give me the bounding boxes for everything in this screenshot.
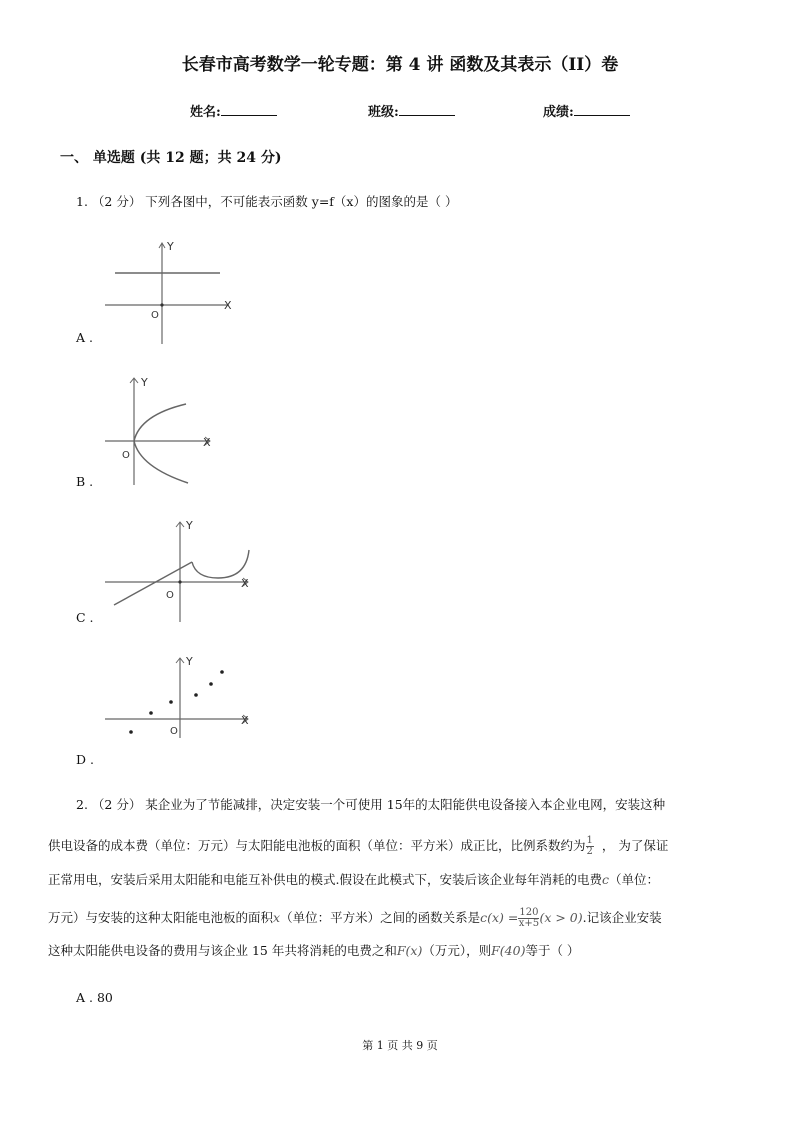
q2-text: （万元），则 — [422, 943, 492, 958]
formula-left: c(x) = — [480, 910, 519, 925]
upper-branch — [134, 404, 186, 441]
formula-cx — [480, 907, 583, 929]
option-c-label[interactable]: C . — [76, 610, 94, 625]
score-label: 成绩: — [543, 105, 574, 120]
graph-d — [100, 652, 260, 742]
fraction-numerator: 1 — [586, 835, 593, 846]
fraction-denominator: 2 — [586, 846, 593, 857]
q2-text: （单位： — [609, 872, 660, 887]
y-label: Y — [186, 519, 193, 532]
class-field[interactable] — [368, 101, 455, 120]
question-2-line-4 — [48, 908, 662, 929]
class-blank[interactable] — [399, 103, 455, 116]
scatter-point — [209, 682, 213, 686]
question-2-option-a[interactable]: A . 80 — [76, 990, 113, 1005]
scatter-point — [149, 711, 153, 715]
q2-text: ， 为了保证 — [601, 838, 669, 853]
formula-condition: (x > 0) — [539, 910, 583, 925]
x-label: X — [224, 299, 232, 312]
class-label: 班级: — [368, 105, 399, 120]
x-label: X — [241, 577, 249, 590]
scatter-point — [194, 693, 198, 697]
origin-point — [178, 580, 181, 583]
q2-text: 万元）与安装的这种太阳能电池板的面积 — [48, 910, 274, 925]
option-a-label[interactable]: A . — [76, 330, 93, 345]
fraction-one-half — [586, 836, 594, 857]
question-1-stem: 1. （2 分） 下列各图中，不可能表示函数 y=f（x）的图象的是（ ） — [76, 194, 458, 209]
x-label: X — [241, 714, 249, 727]
origin-label: O — [151, 310, 159, 321]
scatter-point — [169, 700, 173, 704]
graph-a — [100, 238, 240, 348]
q2-text: （单位：平方米）之间的函数关系是 — [280, 910, 481, 925]
x-label: X — [203, 436, 211, 449]
origin-label: O — [122, 450, 130, 461]
graph-c — [100, 512, 260, 627]
x-symbol: x — [273, 910, 281, 925]
q2-text: 这种太阳能供电设备的费用与该企业 15 年共将消耗的电费之和 — [48, 943, 397, 958]
F-of-x: F(x) — [396, 943, 423, 958]
name-label: 姓名: — [190, 105, 221, 120]
y-label: Y — [141, 376, 148, 389]
section-heading: 一、 单选题 (共 12 题；共 24 分) — [60, 150, 282, 166]
question-2-line-2 — [48, 836, 668, 857]
page-footer: 第 1 页 共 9 页 — [362, 1039, 438, 1052]
q2-text: 供电设备的成本费（单位：万元）与太阳能电池板的面积（单位：平方米）成正比，比例系数约为 — [48, 838, 586, 853]
formula-numerator: 120 — [519, 907, 539, 918]
origin-point — [160, 303, 163, 306]
score-blank[interactable] — [574, 103, 630, 116]
name-field[interactable] — [190, 101, 277, 120]
question-2-line-1: 2. （2 分） 某企业为了节能减排，决定安装一个可使用 15年的太阳能供电设备接入本企业电网，安装这种 — [76, 797, 666, 812]
q2-text: 等于（ ） — [525, 943, 580, 958]
F-of-40: F(40) — [491, 943, 526, 958]
q2-text: .记该企业安装 — [582, 910, 662, 925]
lower-branch — [134, 441, 188, 483]
option-d-label[interactable]: D . — [76, 752, 94, 767]
q2-text: 正常用电，安装后采用太阳能和电能互补供电的模式.假设在此模式下，安装后该企业每年消耗的电费 — [48, 872, 602, 887]
scatter-point — [129, 730, 133, 734]
y-label: Y — [167, 240, 174, 253]
y-label: Y — [186, 655, 193, 668]
score-field[interactable] — [543, 101, 630, 120]
option-b-label[interactable]: B . — [76, 474, 94, 489]
origin-label: O — [166, 590, 174, 601]
graph-b — [100, 370, 240, 490]
origin-label: O — [170, 726, 178, 737]
scatter-point — [220, 670, 224, 674]
c-symbol: c — [601, 872, 609, 887]
name-blank[interactable] — [221, 103, 277, 116]
page-title: 长春市高考数学一轮专题：第 4 讲 函数及其表示（II）卷 — [181, 55, 619, 75]
formula-fraction — [518, 908, 539, 929]
curve-segment — [192, 550, 249, 578]
question-2-line-5 — [48, 941, 579, 959]
question-2-line-3 — [48, 870, 659, 888]
formula-denominator: x+5 — [518, 918, 540, 929]
